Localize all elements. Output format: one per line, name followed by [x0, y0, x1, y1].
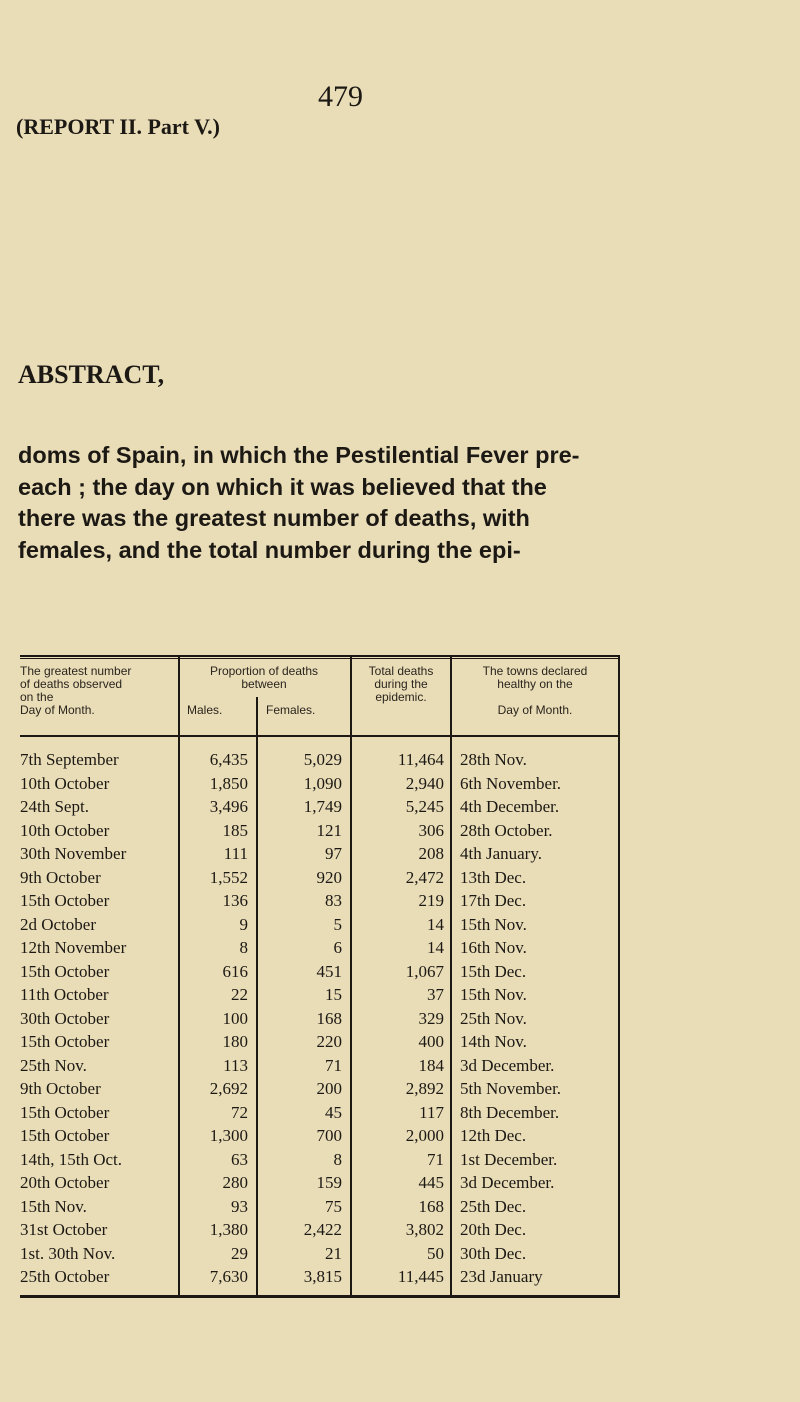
intro-line: there was the greatest number of deaths, with — [18, 505, 530, 531]
cell-males: 100 — [222, 1008, 248, 1028]
cell-day-of-month: 31st October — [20, 1220, 108, 1239]
cell-healthy-date: 23d January — [460, 1267, 543, 1286]
cell-healthy-date: 15th Nov. — [460, 985, 527, 1004]
cell-day-of-month: 11th October — [20, 985, 109, 1004]
cell-total-deaths: 329 — [418, 1008, 444, 1028]
cell-day-of-month: 10th October — [20, 820, 110, 840]
cell-healthy-date: 30th Dec. — [460, 1243, 527, 1263]
cell-females: 1,090 — [303, 773, 342, 793]
cell-total-deaths: 14 — [427, 914, 444, 934]
cell-day-of-month: 24th Sept. — [20, 797, 89, 816]
cell-day-of-month: 15th Nov. — [20, 1196, 87, 1216]
cell-females: 220 — [316, 1032, 342, 1051]
table-row — [20, 984, 620, 1007]
cell-day-of-month: 15th October — [20, 891, 110, 910]
table-row — [20, 749, 620, 772]
cell-females: 3,815 — [303, 1267, 342, 1286]
table-row — [20, 1008, 620, 1031]
cell-healthy-date: 5th November. — [460, 1079, 562, 1098]
cell-males: 2,692 — [209, 1079, 248, 1098]
cell-healthy-date: 28th Nov. — [460, 750, 527, 769]
cell-males: 1,300 — [209, 1126, 248, 1145]
table-row — [20, 1055, 620, 1078]
cell-healthy-date: 25th Nov. — [460, 1008, 527, 1028]
cell-total-deaths: 400 — [418, 1032, 444, 1051]
cell-females: 2,422 — [303, 1220, 342, 1239]
top-rule-thin — [20, 658, 620, 659]
cell-males: 136 — [222, 891, 248, 910]
cell-females: 5 — [333, 914, 342, 934]
cell-day-of-month: 1st. 30th Nov. — [20, 1243, 116, 1263]
bottom-rule — [20, 1295, 620, 1298]
cell-males: 3,496 — [209, 797, 248, 816]
cell-females: 6 — [333, 938, 342, 957]
cell-total-deaths: 306 — [418, 820, 444, 840]
abstract-table — [20, 655, 620, 1300]
cell-total-deaths: 117 — [419, 1102, 444, 1122]
cell-healthy-date: 8th December. — [460, 1102, 560, 1122]
table-row — [20, 1149, 620, 1172]
cell-females: 83 — [325, 891, 342, 910]
cell-females: 1,749 — [303, 797, 342, 816]
cell-healthy-date: 3d December. — [460, 1055, 555, 1075]
cell-healthy-date: 4th January. — [460, 844, 542, 863]
cell-females: 920 — [316, 867, 342, 887]
cell-total-deaths: 168 — [418, 1196, 444, 1216]
cell-healthy-date: 4th December. — [460, 797, 560, 816]
cell-females: 5,029 — [303, 750, 342, 769]
header-females: Females. — [266, 703, 316, 717]
cell-total-deaths: 3,802 — [405, 1220, 444, 1239]
cell-total-deaths: 11,445 — [397, 1267, 444, 1286]
cell-day-of-month: 10th October — [20, 773, 110, 793]
table-row — [20, 961, 620, 984]
cell-males: 180 — [222, 1032, 248, 1051]
cell-day-of-month: 14th, 15th Oct. — [20, 1149, 122, 1169]
cell-females: 159 — [316, 1173, 342, 1192]
cell-total-deaths: 2,892 — [405, 1079, 444, 1098]
cell-males: 63 — [231, 1149, 248, 1169]
cell-day-of-month: 15th October — [20, 1102, 110, 1122]
cell-females: 45 — [325, 1102, 342, 1122]
cell-healthy-date: 1st December. — [460, 1149, 558, 1169]
table-row — [20, 1102, 620, 1125]
heading: ABSTRACT, — [18, 360, 165, 389]
cell-healthy-date: 6th November. — [460, 773, 562, 793]
table-row — [20, 890, 620, 913]
table-row — [20, 773, 620, 796]
table-row — [20, 1266, 620, 1289]
intro-line: doms of Spain, in which the Pestilential Fever pre- — [18, 442, 580, 468]
cell-total-deaths: 50 — [427, 1243, 444, 1263]
cell-total-deaths: 445 — [418, 1173, 444, 1192]
cell-total-deaths: 11,464 — [397, 750, 444, 769]
intro-paragraph — [18, 440, 798, 566]
cell-females: 21 — [325, 1243, 342, 1263]
table-row — [20, 843, 620, 866]
cell-healthy-date: 15th Nov. — [460, 914, 527, 934]
cell-males: 113 — [223, 1055, 248, 1075]
cell-total-deaths: 2,472 — [405, 867, 444, 887]
cell-males: 1,850 — [209, 773, 248, 793]
cell-day-of-month: 7th September — [20, 750, 119, 769]
cell-females: 71 — [325, 1055, 342, 1075]
cell-males: 1,380 — [209, 1220, 248, 1239]
cell-total-deaths: 1,067 — [405, 961, 444, 981]
cell-day-of-month: 9th October — [20, 867, 101, 887]
cell-healthy-date: 16th Nov. — [460, 938, 527, 957]
table-row — [20, 1078, 620, 1101]
cell-total-deaths: 219 — [418, 891, 444, 910]
table-row — [20, 796, 620, 819]
top-rule — [20, 655, 620, 657]
cell-healthy-date: 28th October. — [460, 820, 553, 840]
cell-healthy-date: 17th Dec. — [460, 891, 527, 910]
cell-males: 616 — [222, 961, 248, 981]
cell-males: 6,435 — [209, 750, 248, 769]
cell-day-of-month: 2d October — [20, 914, 97, 934]
cell-day-of-month: 25th Nov. — [20, 1055, 87, 1075]
cell-males: 185 — [222, 820, 248, 840]
cell-males: 9 — [239, 914, 248, 934]
cell-healthy-date: 3d December. — [460, 1173, 555, 1192]
cell-females: 121 — [316, 820, 342, 840]
cell-males: 93 — [231, 1196, 248, 1216]
cell-total-deaths: 184 — [418, 1055, 444, 1075]
header-total-deaths: Total deaths during the epidemic. — [368, 664, 434, 704]
cell-females: 15 — [325, 985, 342, 1004]
table-row — [20, 1031, 620, 1054]
table-row — [20, 1172, 620, 1195]
table-row — [20, 937, 620, 960]
cell-males: 29 — [231, 1243, 248, 1263]
cell-healthy-date: 13th Dec. — [460, 867, 527, 887]
cell-healthy-date: 12th Dec. — [460, 1126, 527, 1145]
header-day-of-month: The greatest number of deaths observed on the Day of Month. — [20, 664, 132, 717]
cell-total-deaths: 71 — [427, 1149, 444, 1169]
cell-day-of-month: 30th October — [20, 1008, 110, 1028]
page-number: 479 — [318, 80, 363, 113]
cell-males: 280 — [222, 1173, 248, 1192]
intro-line: each ; the day on which it was believed that the — [18, 473, 547, 500]
running-head: (REPORT II. Part V.) — [16, 114, 220, 139]
cell-females: 200 — [316, 1079, 342, 1098]
cell-total-deaths: 2,000 — [405, 1126, 444, 1145]
cell-total-deaths: 2,940 — [405, 773, 444, 793]
cell-total-deaths: 5,245 — [405, 797, 444, 816]
cell-total-deaths: 14 — [427, 938, 444, 957]
cell-day-of-month: 15th October — [20, 1126, 110, 1145]
cell-males: 72 — [231, 1102, 248, 1122]
cell-females: 97 — [325, 844, 342, 863]
cell-day-of-month: 15th October — [20, 961, 110, 981]
cell-healthy-date: 20th Dec. — [460, 1220, 527, 1239]
cell-females: 451 — [316, 961, 342, 981]
cell-total-deaths: 208 — [418, 844, 444, 863]
cell-females: 75 — [325, 1196, 342, 1216]
cell-healthy-date: 14th Nov. — [460, 1032, 527, 1051]
table-row — [20, 1125, 620, 1148]
cell-total-deaths: 37 — [427, 985, 444, 1004]
table-row — [20, 867, 620, 890]
cell-day-of-month: 9th October — [20, 1079, 101, 1098]
cell-day-of-month: 25th October — [20, 1267, 110, 1286]
cell-males: 22 — [231, 985, 248, 1004]
cell-healthy-date: 25th Dec. — [460, 1196, 527, 1216]
cell-males: 1,552 — [209, 867, 248, 887]
cell-healthy-date: 15th Dec. — [460, 961, 527, 981]
header-rule — [20, 735, 620, 737]
intro-line: females, and the total number during the epi- — [18, 536, 521, 563]
cell-day-of-month: 20th October — [20, 1173, 110, 1192]
cell-day-of-month: 30th November — [20, 844, 127, 863]
table-row — [20, 1196, 620, 1219]
header-males: Males. — [187, 703, 223, 717]
table-row — [20, 1219, 620, 1242]
cell-females: 700 — [316, 1126, 342, 1145]
cell-males: 111 — [223, 844, 248, 863]
table-row — [20, 914, 620, 937]
cell-day-of-month: 15th October — [20, 1032, 110, 1051]
cell-males: 7,630 — [209, 1267, 248, 1286]
cell-females: 8 — [333, 1149, 342, 1169]
cell-day-of-month: 12th November — [20, 938, 127, 957]
header-towns-healthy: The towns declared healthy on the Day of Month. — [482, 664, 588, 717]
header-proportion: Proportion of deaths between — [209, 664, 319, 691]
table-row — [20, 1243, 620, 1266]
table-row — [20, 820, 620, 843]
cell-males: 8 — [239, 938, 248, 957]
cell-females: 168 — [316, 1008, 342, 1028]
